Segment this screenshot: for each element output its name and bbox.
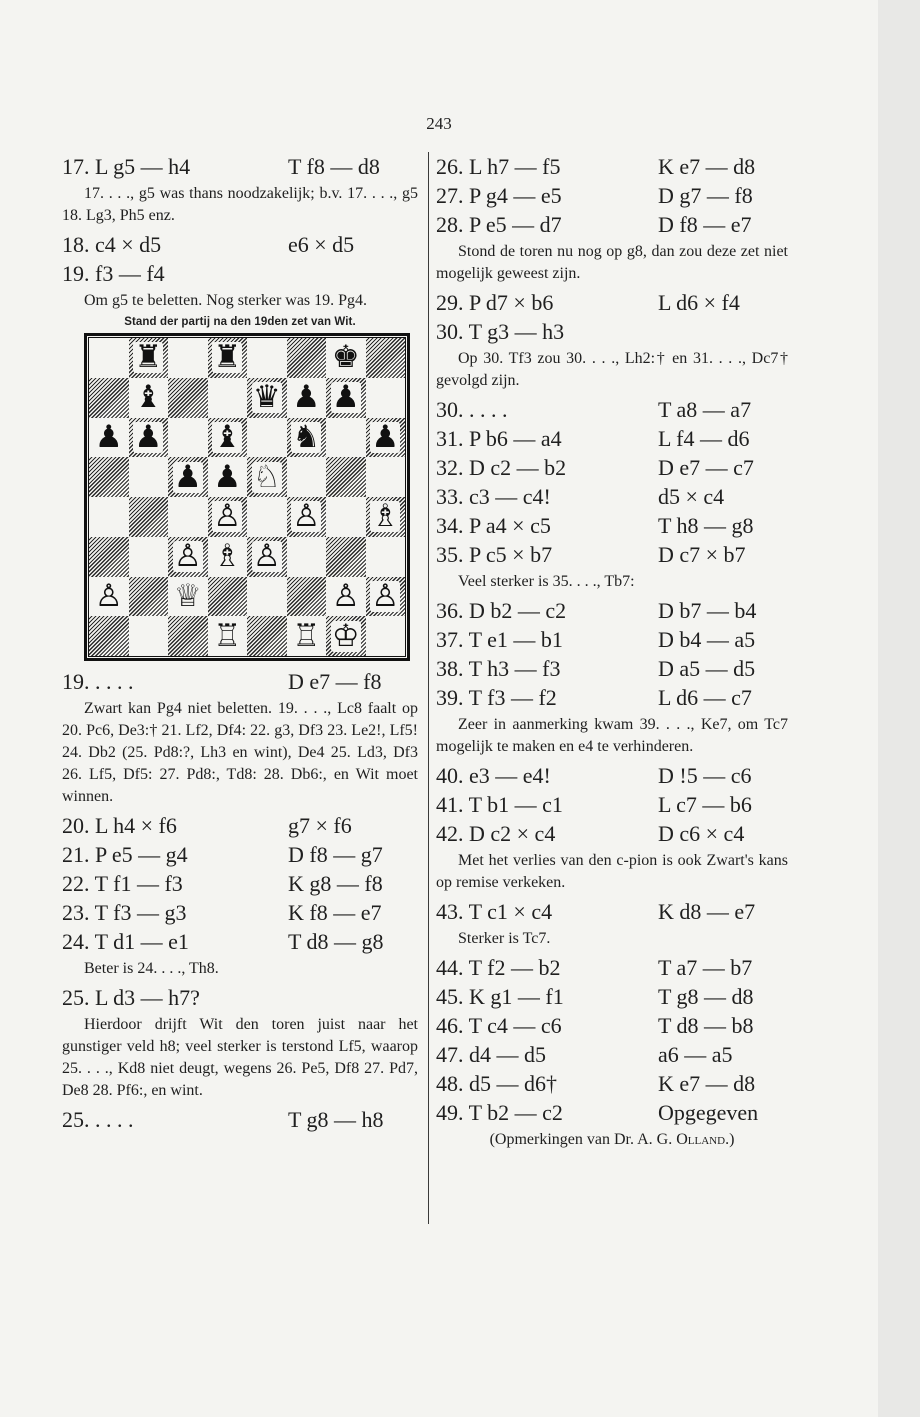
board-square (326, 577, 366, 617)
black-move: D f8 — g7 (288, 842, 383, 867)
chess-piece: ♟ (213, 458, 242, 495)
white-move: 32. D c2 — b2 (436, 455, 567, 480)
black-move: D b7 — b4 (658, 598, 757, 623)
black-move: D b4 — a5 (658, 627, 756, 652)
board-square (287, 616, 327, 656)
white-move: 26. L h7 — f5 (436, 154, 561, 179)
move-row (436, 395, 788, 424)
board-square (89, 338, 129, 378)
board-square (208, 577, 248, 617)
annotation-note: Sterker is Tc7. (458, 930, 551, 947)
white-move: 48. d5 — d6† (436, 1071, 557, 1096)
board-square (168, 616, 208, 656)
credit-suffix: .) (725, 1131, 735, 1148)
board-square (89, 378, 129, 418)
black-move: D a5 — d5 (658, 656, 756, 681)
black-move (288, 259, 418, 288)
black-move: a6 — a5 (658, 1042, 733, 1067)
black-move (658, 317, 788, 346)
chess-piece: ♗ (213, 538, 242, 575)
black-move: T g8 — d8 (658, 984, 754, 1009)
move-row (436, 482, 788, 511)
move-row (436, 288, 788, 317)
move-row (436, 625, 788, 654)
board-square (287, 577, 327, 617)
board-square (168, 457, 208, 497)
board-square (208, 457, 248, 497)
annotator-credit (436, 1131, 788, 1149)
white-move: 46. T c4 — c6 (436, 1013, 562, 1038)
move-row (62, 983, 418, 1012)
annotation-note: Veel sterker is 35. . . ., Tb7: (458, 573, 635, 590)
white-move: 47. d4 — d5 (436, 1042, 546, 1067)
move-row (436, 210, 788, 239)
chess-piece: ♟ (292, 379, 321, 416)
board-square (129, 616, 169, 656)
board-square (247, 378, 287, 418)
annotation-note: Beter is 24. . . ., Th8. (84, 960, 219, 977)
board-square (247, 616, 287, 656)
board-square (247, 577, 287, 617)
board-square (287, 378, 327, 418)
white-move: 20. L h4 × f6 (62, 813, 177, 838)
black-move: L c7 — b6 (658, 792, 752, 817)
move-row (436, 761, 788, 790)
board-square (326, 338, 366, 378)
move-row (436, 897, 788, 926)
move-row (436, 953, 788, 982)
chess-piece: ♔ (331, 617, 360, 654)
board-square (366, 616, 406, 656)
white-move: 43. T c1 × c4 (436, 899, 553, 924)
chess-piece: ♝ (213, 418, 242, 455)
white-move: 25. . . . . (62, 1107, 134, 1132)
board-square (89, 497, 129, 537)
chess-piece: ♞ (292, 418, 321, 455)
move-row (436, 453, 788, 482)
chess-piece: ♟ (94, 418, 123, 455)
annotation-note: Stond de toren nu nog op g8, dan zou deze zet niet mogelijk geweest zijn. (436, 243, 788, 282)
black-move: D g7 — f8 (658, 183, 753, 208)
white-move: 45. K g1 — f1 (436, 984, 564, 1009)
move-row (436, 790, 788, 819)
board-square (129, 497, 169, 537)
page-number: 243 (426, 114, 452, 133)
black-move: d5 × c4 (658, 484, 725, 509)
chess-piece: ♙ (94, 577, 123, 614)
black-move: D c6 × c4 (658, 821, 745, 846)
white-move: 29. P d7 × b6 (436, 290, 554, 315)
board-square (168, 497, 208, 537)
board-square (208, 378, 248, 418)
board-square (168, 378, 208, 418)
board-square (366, 457, 406, 497)
annotation-note: 17. . . ., g5 was thans noodzakelijk; b.v. 17. . . ., g5 18. Lg3, Ph5 enz. (62, 185, 418, 224)
move-row (436, 819, 788, 848)
white-move: 34. P a4 × c5 (436, 513, 551, 538)
white-move: 19. . . . . (62, 669, 134, 694)
board-square (247, 338, 287, 378)
move-row (436, 1069, 788, 1098)
move-row (436, 1098, 788, 1127)
move-row (62, 667, 418, 696)
board-square (208, 497, 248, 537)
chess-piece: ♕ (173, 577, 202, 614)
white-move: 21. P e5 — g4 (62, 842, 188, 867)
move-row (436, 181, 788, 210)
chess-piece: ♘ (252, 458, 281, 495)
white-move: 42. D c2 × c4 (436, 821, 556, 846)
board-square (129, 537, 169, 577)
move-row (62, 152, 418, 181)
board-square (287, 497, 327, 537)
black-move: T f8 — d8 (288, 154, 380, 179)
board-square (247, 418, 287, 458)
chess-piece: ♙ (213, 498, 242, 535)
annotation-note: Zwart kan Pg4 niet beletten. 19. . . ., Lc8 faalt op 20. Pc6, De3:† 21. Lf2, Df4: 22. g3, Df3 23. Le2!, Lf5! 24. Db2 (25. Pd8:?, Lh3 en wint), De4 25. Ld3, Df3 26. Lf5, Df5: 27. Pd8:, Td8: 28. Db6:, en Wit moet winnen. (62, 700, 418, 805)
board-square (326, 537, 366, 577)
black-move: L f4 — d6 (658, 426, 750, 451)
chess-piece: ♙ (331, 577, 360, 614)
board-square (168, 338, 208, 378)
board-square (247, 497, 287, 537)
board-square (366, 378, 406, 418)
move-row (436, 683, 788, 712)
white-move: 49. T b2 — c2 (436, 1100, 563, 1125)
move-row (62, 259, 418, 288)
board-square (168, 577, 208, 617)
board-square (129, 457, 169, 497)
board-square (366, 418, 406, 458)
chess-piece: ♙ (371, 577, 400, 614)
board-square (326, 418, 366, 458)
board-square (287, 457, 327, 497)
chess-piece: ♖ (213, 617, 242, 654)
board-square (287, 537, 327, 577)
board-square (366, 497, 406, 537)
chess-piece: ♟ (173, 458, 202, 495)
chess-piece: ♝ (134, 379, 163, 416)
board-square (129, 577, 169, 617)
board-square (89, 616, 129, 656)
black-move: L d6 × f4 (658, 290, 740, 315)
move-row (62, 1105, 418, 1134)
board-square (326, 497, 366, 537)
annotation-note: Met het verlies van den c-pion is ook Zwart's kans op remise verkeken. (436, 852, 788, 891)
move-row (436, 982, 788, 1011)
black-move: K d8 — e7 (658, 899, 756, 924)
board-square (89, 457, 129, 497)
move-row (62, 811, 418, 840)
board-square (247, 537, 287, 577)
move-row (436, 317, 788, 346)
white-move: 25. L d3 — h7? (62, 985, 200, 1010)
black-move: Opgegeven (658, 1100, 759, 1125)
black-move: K e7 — d8 (658, 154, 756, 179)
black-move: e6 × d5 (288, 232, 355, 257)
board-square (208, 418, 248, 458)
black-move: D c7 × b7 (658, 542, 746, 567)
move-row (436, 152, 788, 181)
annotation-note: Om g5 te beletten. Nog sterker was 19. Pg4. (84, 292, 368, 309)
right-column (436, 152, 788, 1149)
board-square (247, 457, 287, 497)
white-move: 30. . . . . (436, 397, 508, 422)
black-move: T d8 — b8 (658, 1013, 754, 1038)
board-square (168, 418, 208, 458)
board-square (208, 537, 248, 577)
move-row (62, 927, 418, 956)
board-square (366, 537, 406, 577)
white-move: 24. T d1 — e1 (62, 929, 189, 954)
board-square (89, 577, 129, 617)
move-row (436, 1040, 788, 1069)
black-move: L d6 — c7 (658, 685, 752, 710)
move-row (436, 424, 788, 453)
annotation-note: Hierdoor drijft Wit den toren juist naar het gunstiger veld h8; veel sterker is terstond Lf5, waarop 25. . . ., Kd8 niet deugt, wegens 26. Pe5, Df8 27. Pd7, De8 28. Pf6:, en wint. (62, 1016, 418, 1099)
white-move: 28. P e5 — d7 (436, 212, 562, 237)
black-move: K g8 — f8 (288, 871, 383, 896)
chess-piece: ♚ (331, 339, 360, 376)
chess-piece: ♟ (331, 379, 360, 416)
move-row (62, 869, 418, 898)
white-move: 33. c3 — c4! (436, 484, 551, 509)
black-move: T a8 — a7 (658, 397, 752, 422)
move-row (62, 230, 418, 259)
chess-piece: ♛ (252, 379, 281, 416)
diagram-caption: Stand der partij na den 19den zet van Wit. (124, 316, 356, 328)
chess-piece: ♙ (252, 538, 281, 575)
board-square (326, 616, 366, 656)
board-square (168, 537, 208, 577)
annotation-note: Zeer in aanmerking kwam 39. . . ., Ke7, om Tc7 mogelijk te maken en e4 te verhinderen. (436, 716, 788, 755)
board-square (366, 338, 406, 378)
white-move: 18. c4 × d5 (62, 232, 162, 257)
chess-piece: ♗ (371, 498, 400, 535)
black-move: T h8 — g8 (658, 513, 754, 538)
move-row (436, 596, 788, 625)
move-row (62, 840, 418, 869)
black-move: D e7 — f8 (288, 669, 382, 694)
board-square (287, 338, 327, 378)
chess-piece: ♜ (134, 339, 163, 376)
white-move: 19. f3 — f4 (62, 261, 165, 286)
black-move: T g8 — h8 (288, 1107, 384, 1132)
white-move: 30. T g3 — h3 (436, 319, 565, 344)
chess-piece: ♟ (134, 418, 163, 455)
board-square (129, 418, 169, 458)
white-move: 37. T e1 — b1 (436, 627, 563, 652)
move-row (436, 1011, 788, 1040)
black-move (288, 983, 418, 1012)
white-move: 36. D b2 — c2 (436, 598, 567, 623)
board-square (129, 338, 169, 378)
move-row (62, 898, 418, 927)
black-move: K e7 — d8 (658, 1071, 756, 1096)
board-square (326, 378, 366, 418)
white-move: 40. e3 — e4! (436, 763, 551, 788)
move-row (436, 540, 788, 569)
board-square (208, 338, 248, 378)
black-move: D e7 — c7 (658, 455, 754, 480)
white-move: 17. L g5 — h4 (62, 154, 191, 179)
black-move: T a7 — b7 (658, 955, 753, 980)
column-divider (428, 152, 429, 1224)
chess-piece: ♖ (292, 617, 321, 654)
chess-piece: ♙ (173, 538, 202, 575)
white-move: 23. T f3 — g3 (62, 900, 187, 925)
board-square (89, 418, 129, 458)
chess-board (88, 337, 406, 657)
board-square (326, 457, 366, 497)
black-move: T d8 — g8 (288, 929, 384, 954)
black-move: K f8 — e7 (288, 900, 382, 925)
chess-piece: ♙ (292, 498, 321, 535)
board-square (287, 418, 327, 458)
board-square (208, 616, 248, 656)
white-move: 41. T b1 — c1 (436, 792, 563, 817)
move-row (436, 511, 788, 540)
white-move: 35. P c5 × b7 (436, 542, 553, 567)
board-square (89, 537, 129, 577)
black-move: D !5 — c6 (658, 763, 752, 788)
black-move: g7 × f6 (288, 813, 352, 838)
credit-name: Olland (676, 1131, 726, 1148)
left-column (62, 152, 418, 1134)
black-move: D f8 — e7 (658, 212, 752, 237)
move-row (436, 654, 788, 683)
annotation-note: Op 30. Tf3 zou 30. . . ., Lh2:† en 31. . . ., Dc7† gevolgd zijn. (436, 350, 788, 389)
white-move: 31. P b6 — a4 (436, 426, 562, 451)
white-move: 39. T f3 — f2 (436, 685, 557, 710)
credit-prefix: (Opmerkingen van Dr. A. G. (489, 1131, 677, 1148)
chess-piece: ♜ (213, 339, 242, 376)
chess-piece: ♟ (371, 418, 400, 455)
white-move: 38. T h3 — f3 (436, 656, 561, 681)
white-move: 27. P g4 — e5 (436, 183, 562, 208)
white-move: 22. T f1 — f3 (62, 871, 183, 896)
chess-diagram (84, 333, 410, 661)
white-move: 44. T f2 — b2 (436, 955, 561, 980)
board-square (129, 378, 169, 418)
board-square (366, 577, 406, 617)
